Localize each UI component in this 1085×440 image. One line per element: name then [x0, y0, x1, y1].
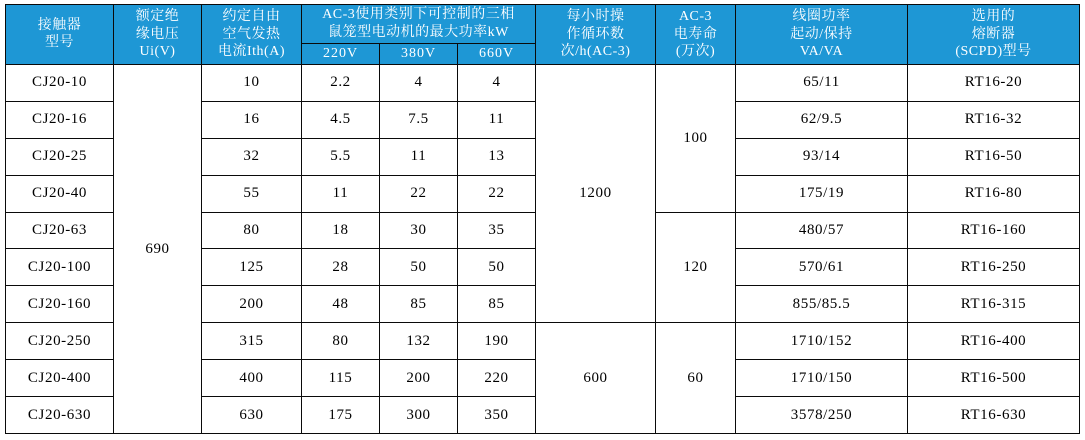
- cell-coil-power: 480/57: [736, 212, 908, 249]
- col-header-scpd-line2: 熔断器: [971, 26, 1016, 42]
- cell-power-380v: 200: [380, 360, 458, 397]
- table-row: [6, 64, 1080, 101]
- cell-electrical-life-100: 100: [656, 64, 736, 212]
- contactor-spec-table: [5, 4, 1080, 434]
- cell-coil-power: 855/85.5: [736, 286, 908, 323]
- col-header-cycles-line3: 次/h(AC-3): [560, 44, 631, 60]
- cell-coil-power: 1710/152: [736, 323, 908, 360]
- cell-model: CJ20-160: [6, 286, 114, 323]
- cell-coil-power: 65/11: [736, 64, 908, 101]
- col-header-ith-line2: 空气发热: [222, 26, 281, 42]
- col-header-scpd-fuse: [908, 5, 1080, 65]
- cell-coil-power: 570/61: [736, 249, 908, 286]
- cell-power-220v: 48: [302, 286, 380, 323]
- cell-thermal-current: 10: [202, 64, 302, 101]
- cell-thermal-current: 315: [202, 323, 302, 360]
- cell-power-220v: 4.5: [302, 101, 380, 138]
- cell-power-660v: 11: [458, 101, 536, 138]
- cell-power-220v: 80: [302, 323, 380, 360]
- cell-coil-power: 175/19: [736, 175, 908, 212]
- cell-scpd-type: RT16-250: [908, 249, 1080, 286]
- cell-power-380v: 4: [380, 64, 458, 101]
- cell-power-220v: 5.5: [302, 138, 380, 175]
- cell-power-380v: 85: [380, 286, 458, 323]
- cell-scpd-type: RT16-50: [908, 138, 1080, 175]
- col-header-coil-line2: 起动/保持: [790, 26, 853, 42]
- cell-thermal-current: 32: [202, 138, 302, 175]
- cell-scpd-type: RT16-20: [908, 64, 1080, 101]
- cell-model: CJ20-16: [6, 101, 114, 138]
- col-header-ui-line3: Ui(V): [139, 44, 176, 60]
- cell-power-380v: 50: [380, 249, 458, 286]
- cell-power-380v: 300: [380, 397, 458, 434]
- cell-power-660v: 35: [458, 212, 536, 249]
- cell-power-660v: 85: [458, 286, 536, 323]
- cell-power-660v: 4: [458, 64, 536, 101]
- col-header-coil-line3: VA/VA: [799, 44, 844, 60]
- cell-rated-insulation-voltage: 690: [114, 64, 202, 433]
- cell-power-220v: 18: [302, 212, 380, 249]
- cell-power-660v: 190: [458, 323, 536, 360]
- cell-scpd-type: RT16-400: [908, 323, 1080, 360]
- cell-coil-power: 3578/250: [736, 397, 908, 434]
- col-header-model-line2: 型号: [45, 35, 74, 51]
- col-header-life-line1: AC-3: [678, 9, 713, 25]
- col-header-ith-line1: 约定自由: [222, 9, 281, 25]
- col-header-cycles-line2: 作循环数: [566, 26, 625, 42]
- col-header-coil-line1: 线圈功率: [792, 9, 851, 25]
- col-header-660v: 660V: [458, 44, 536, 65]
- cell-power-380v: 11: [380, 138, 458, 175]
- cell-model: CJ20-63: [6, 212, 114, 249]
- cell-power-220v: 28: [302, 249, 380, 286]
- cell-power-380v: 7.5: [380, 101, 458, 138]
- col-header-coil-power: [736, 5, 908, 65]
- cell-operating-cycles-1200: 1200: [536, 64, 656, 322]
- cell-power-660v: 22: [458, 175, 536, 212]
- col-header-ac3-line2: 鼠笼型电动机的最大功率kW: [328, 25, 509, 41]
- cell-power-380v: 132: [380, 323, 458, 360]
- cell-power-220v: 175: [302, 397, 380, 434]
- cell-model: CJ20-40: [6, 175, 114, 212]
- cell-thermal-current: 125: [202, 249, 302, 286]
- cell-power-220v: 115: [302, 360, 380, 397]
- cell-thermal-current: 200: [202, 286, 302, 323]
- col-header-life-line3: (万次): [675, 44, 716, 60]
- cell-scpd-type: RT16-160: [908, 212, 1080, 249]
- cell-power-660v: 220: [458, 360, 536, 397]
- col-header-cycles-line1: 每小时操: [566, 9, 625, 25]
- col-header-model: [6, 5, 114, 65]
- col-header-ac3-line1: AC-3使用类别下可控制的三相: [322, 7, 515, 22]
- col-header-380v: 380V: [380, 44, 458, 65]
- cell-scpd-type: RT16-500: [908, 360, 1080, 397]
- cell-power-660v: 13: [458, 138, 536, 175]
- table-header: [6, 5, 1080, 65]
- cell-coil-power: 93/14: [736, 138, 908, 175]
- col-header-ac3-power-group: [302, 5, 536, 44]
- cell-model: CJ20-630: [6, 397, 114, 434]
- col-header-ui-line1: 额定绝: [135, 9, 180, 25]
- cell-model: CJ20-25: [6, 138, 114, 175]
- cell-scpd-type: RT16-315: [908, 286, 1080, 323]
- cell-thermal-current: 16: [202, 101, 302, 138]
- col-header-model-line1: 接触器: [37, 17, 82, 33]
- cell-model: CJ20-250: [6, 323, 114, 360]
- cell-thermal-current: 80: [202, 212, 302, 249]
- col-header-ith-line3: 电流Ith(A): [218, 44, 285, 60]
- cell-coil-power: 62/9.5: [736, 101, 908, 138]
- cell-power-660v: 50: [458, 249, 536, 286]
- col-header-220v: 220V: [302, 44, 380, 65]
- cell-operating-cycles-600: 600: [536, 323, 656, 434]
- cell-model: CJ20-400: [6, 360, 114, 397]
- cell-power-220v: 11: [302, 175, 380, 212]
- cell-power-660v: 350: [458, 397, 536, 434]
- col-header-scpd-line1: 选用的: [971, 9, 1016, 25]
- col-header-ui-line2: 缘电压: [135, 26, 180, 42]
- col-header-life-line2: 电寿命: [673, 26, 718, 42]
- cell-model: CJ20-100: [6, 249, 114, 286]
- col-header-operating-cycles: [536, 5, 656, 65]
- cell-thermal-current: 55: [202, 175, 302, 212]
- col-header-scpd-line3: (SCPD)型号: [955, 44, 1032, 60]
- col-header-thermal-current: [202, 5, 302, 65]
- cell-electrical-life-120: 120: [656, 212, 736, 323]
- cell-scpd-type: RT16-630: [908, 397, 1080, 434]
- cell-power-380v: 30: [380, 212, 458, 249]
- cell-power-220v: 2.2: [302, 64, 380, 101]
- cell-thermal-current: 400: [202, 360, 302, 397]
- cell-power-380v: 22: [380, 175, 458, 212]
- table-body: [6, 64, 1080, 433]
- cell-scpd-type: RT16-32: [908, 101, 1080, 138]
- cell-electrical-life-60: 60: [656, 323, 736, 434]
- cell-model: CJ20-10: [6, 64, 114, 101]
- header-row-top: [6, 5, 1080, 44]
- col-header-rated-insulation-voltage: [114, 5, 202, 65]
- cell-scpd-type: RT16-80: [908, 175, 1080, 212]
- cell-coil-power: 1710/150: [736, 360, 908, 397]
- col-header-ac3-electrical-life: [656, 5, 736, 65]
- cell-thermal-current: 630: [202, 397, 302, 434]
